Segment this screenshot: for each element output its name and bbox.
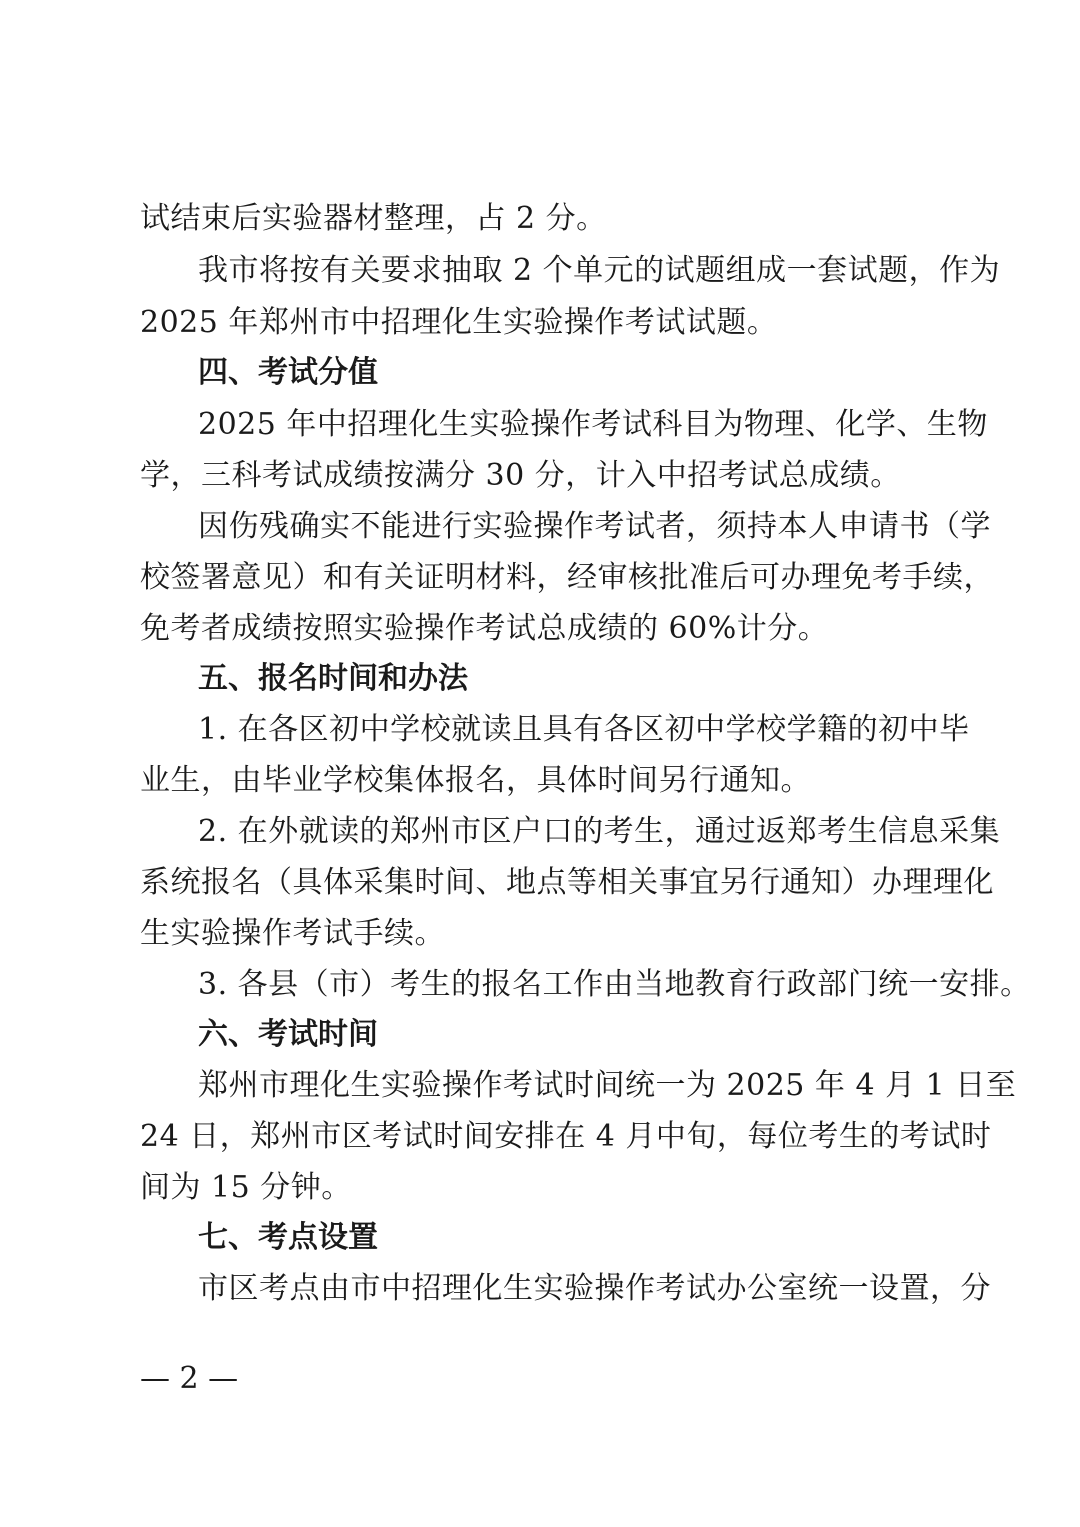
paragraph-line: 我市将按有关要求抽取 2 个单元的试题组成一套试题，作为 — [198, 253, 1001, 288]
section-heading-5: 五、报名时间和办法 — [198, 661, 468, 696]
paragraph-line: 学，三科考试成绩按满分 30 分，计入中招考试总成绩。 — [140, 458, 901, 493]
section-heading-4: 四、考试分值 — [198, 355, 378, 390]
section-heading-7: 七、考点设置 — [198, 1220, 378, 1255]
paragraph-line: 试结束后实验器材整理，占 2 分。 — [140, 201, 607, 236]
paragraph-line: 2025 年中招理化生实验操作考试科目为物理、化学、生物 — [198, 407, 988, 442]
paragraph-line: 系统报名（具体采集时间、地点等相关事宜另行通知）办理理化 — [140, 865, 994, 900]
paragraph-line: 郑州市理化生实验操作考试时间统一为 2025 年 4 月 1 日至 — [198, 1068, 1017, 1103]
paragraph-line: 2025 年郑州市中招理化生实验操作考试试题。 — [140, 305, 778, 340]
paragraph-line: 业生，由毕业学校集体报名，具体时间另行通知。 — [140, 763, 811, 798]
paragraph-line: 市区考点由市中招理化生实验操作考试办公室统一设置，分 — [198, 1271, 991, 1306]
paragraph-line: 间为 15 分钟。 — [140, 1170, 352, 1205]
paragraph-line: 3. 各县（市）考生的报名工作由当地教育行政部门统一安排。 — [198, 967, 1031, 1002]
paragraph-line: 因伤残确实不能进行实验操作考试者，须持本人申请书（学 — [198, 509, 991, 544]
paragraph-line: 免考者成绩按照实验操作考试总成绩的 60%计分。 — [140, 611, 829, 646]
paragraph-line: 2. 在外就读的郑州市区户口的考生，通过返郑考生信息采集 — [198, 814, 1001, 849]
paragraph-line: 生实验操作考试手续。 — [140, 916, 445, 951]
page-number: — 2 — — [140, 1361, 239, 1396]
paragraph-line: 1. 在各区初中学校就读且具有各区初中学校学籍的初中毕 — [198, 712, 970, 747]
section-heading-6: 六、考试时间 — [198, 1017, 378, 1052]
paragraph-line: 校签署意见）和有关证明材料，经审核批准后可办理免考手续， — [140, 560, 994, 595]
paragraph-line: 24 日，郑州市区考试时间安排在 4 月中旬，每位考生的考试时 — [140, 1119, 992, 1154]
